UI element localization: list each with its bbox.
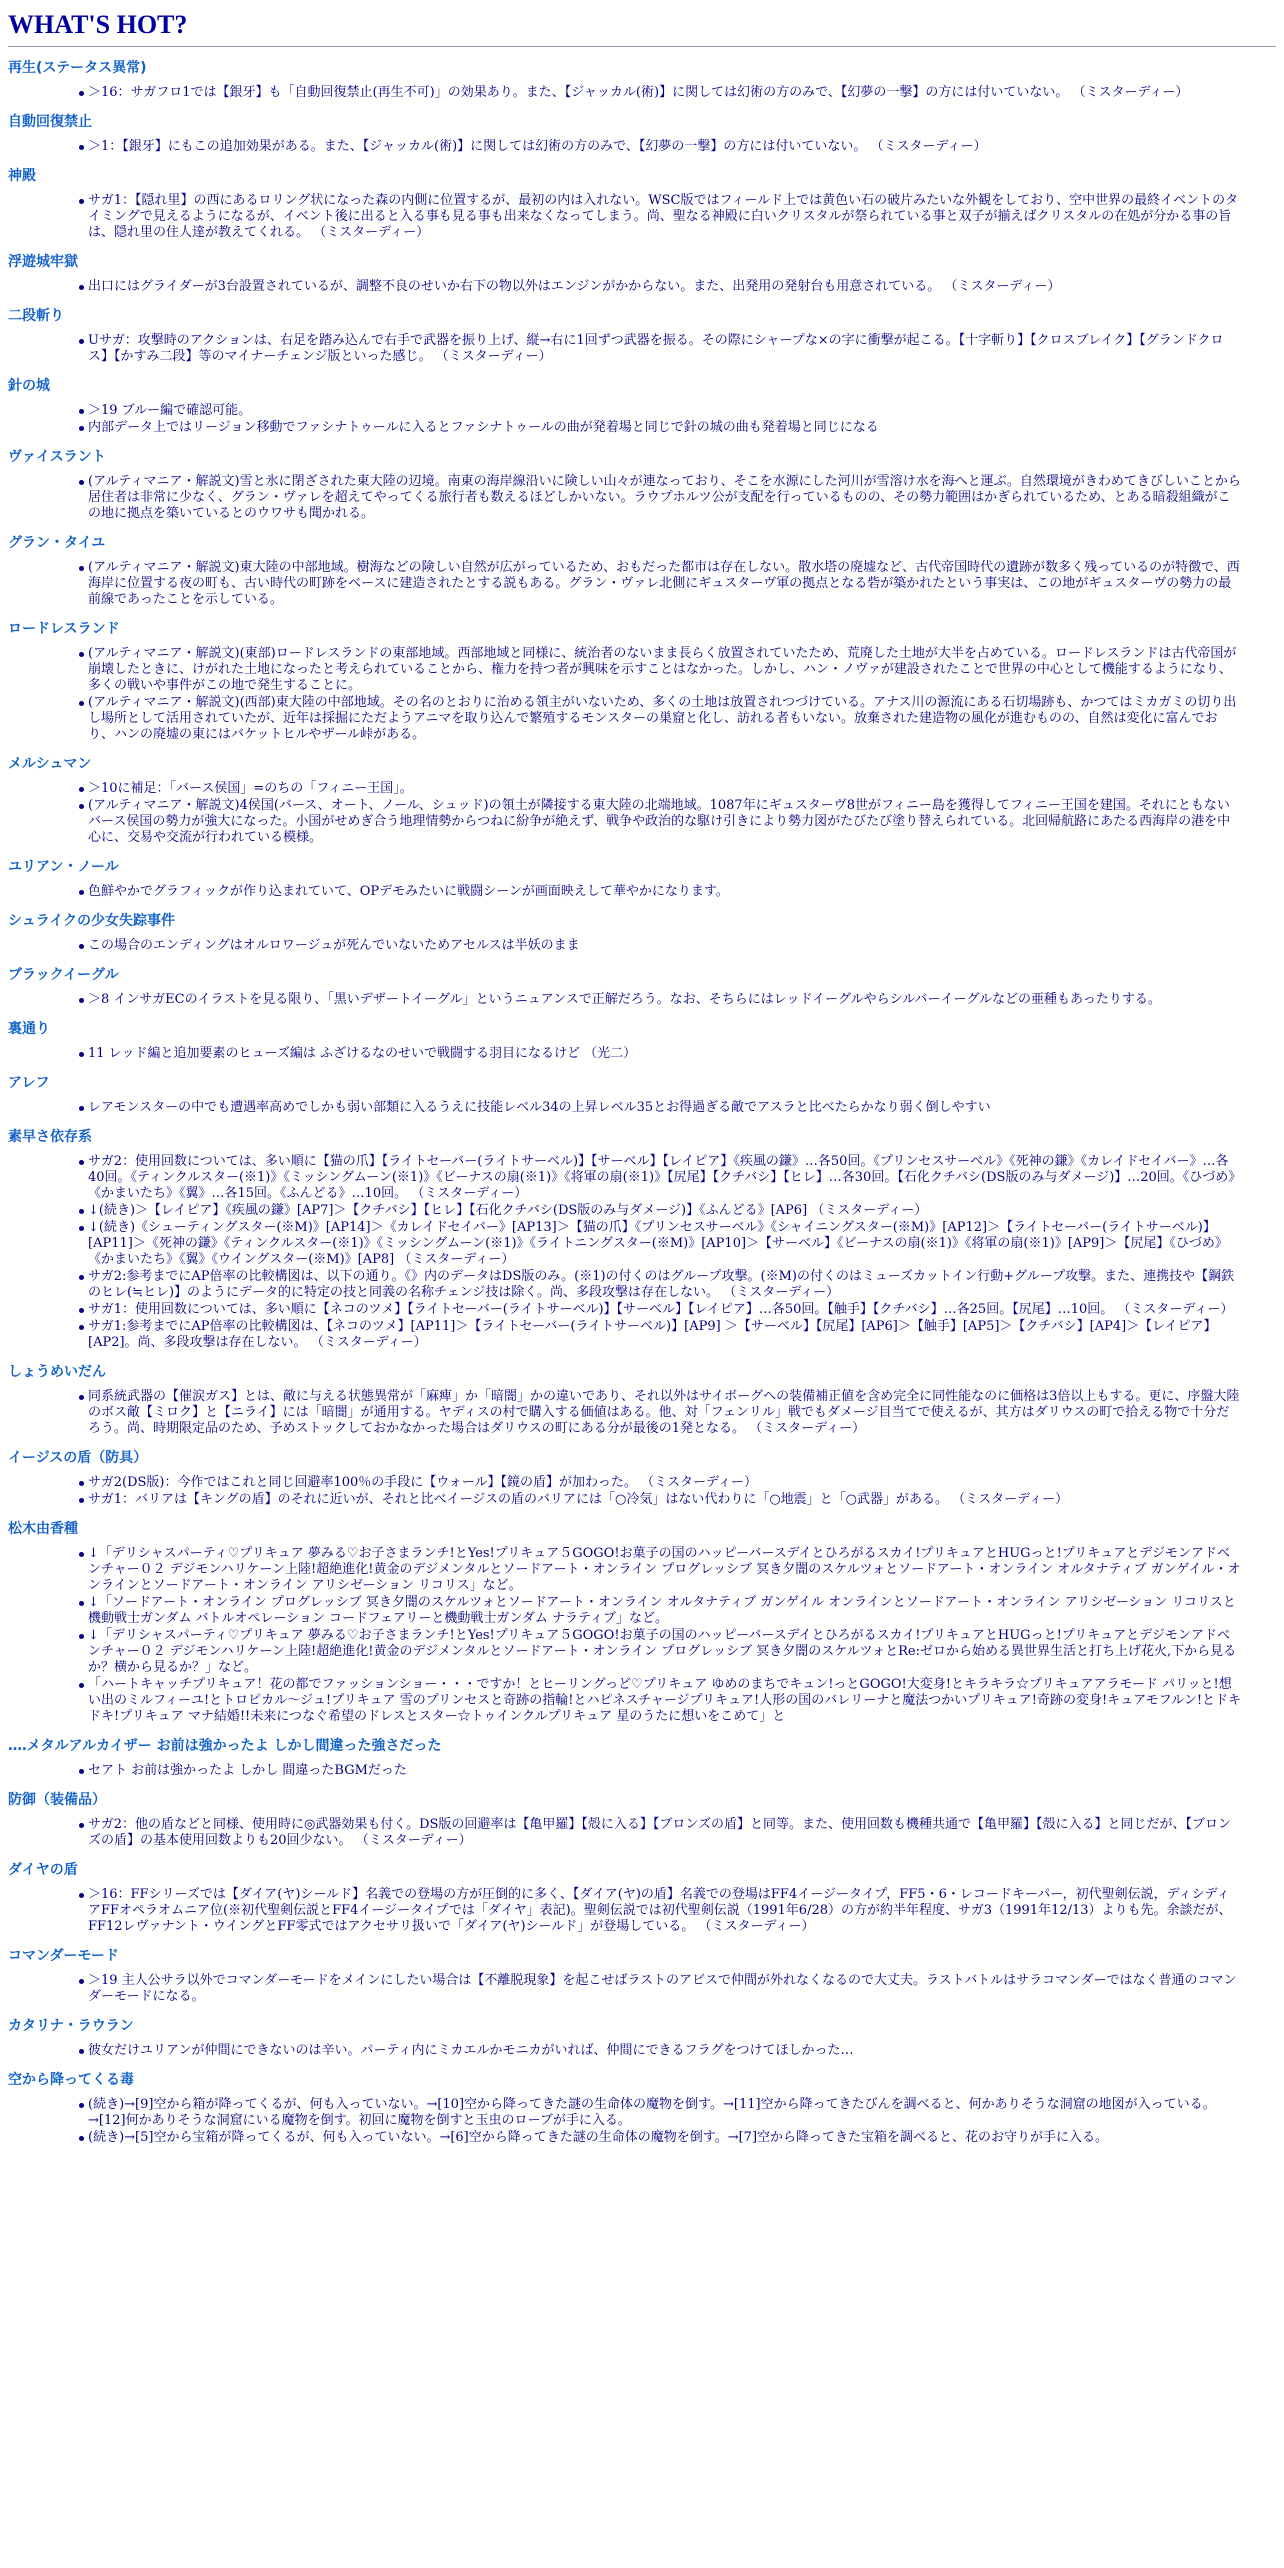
entry-text: ＞19 ブルー編で確認可能。: [88, 403, 252, 418]
entry-list: [8, 139, 1276, 155]
section-title-link[interactable]: ロードレスランド: [8, 621, 120, 637]
entry-text: 「ハートキャッチプリキュア！花の都でファッションショー・・・ですか！とヒーリングっど♡プリキュア ゆめのまちでキュン!っとGOGO!大変身!とキラキラ☆プリキュアアラモード パリッと!想い出のミルフィーユ!とトロピカル～ジュ!プリキュア 雪のプリンセスと奇跡の指輪!とハピネスチャージプリキュア!人形の国のバレリーナと魔法つかいプリキュア!奇跡の変身!キュアモフルン!とドキドキ!プリキュア マナ結婚!!未来につなぐ希望のドレスとスター☆トゥインクルプリキュア 星のうたに想いをこめて」と: [88, 1677, 1242, 1724]
entry-text: この場合のエンディングはオルロワージュが死んでいないためアセルスは半妖のまま: [88, 938, 580, 953]
entry-text: ↓(続き)《シューティングスター(※M)》[AP14]＞《カレイドセイバー》[AP13]＞【猫の爪】《プリンセスサーベル》《シャイニングスター(※M)》[AP12]＞【ライトセーバー(ライトサーベル)】[AP11]＞《死神の鎌》《ティンクルスター(※1)》《ミッシングムーン(※1)》《ライトニングスター(※M)》[AP10]＞【サーベル】《ビーナスの扇(※1)》《将軍の扇(※1)》[AP9]＞【尻尾】《ひづめ》《かまいたち》《翼》《ウイングスター(※M)》[AP8]: [88, 1220, 1228, 1267]
entry-text: ＞16：サガフロ1では【銀牙】も「自動回復禁止(再生不可)」の効果あり。また、【ジャッカル(術)】に関しては幻術の方のみで、【幻夢の一撃】の方には付いていない。: [88, 85, 1069, 100]
entry-text: サガ2：他の盾などと同様、使用時に◎武器効果も付く。DS版の回避率は【亀甲羅】【殻に入る】【ブロンズの盾】と同等。また、使用回数も機種共通で【亀甲羅】【殻に入る】と同じだが、【ブロンズの盾】の基本使用回数よりも20回少ない。: [88, 1817, 1232, 1848]
entry-list: [8, 279, 1276, 295]
section-title-link[interactable]: 神殿: [8, 168, 36, 184]
section-title-link[interactable]: 二段斬り: [8, 308, 64, 324]
entry-text: サガ1：バリアは【キングの盾】のそれに近いが、それと比べイージスの盾のバリアには「○冷気」はない代わりに「○地震」と「○武器」がある。: [88, 1492, 949, 1507]
entry-list: [8, 403, 1276, 436]
entry-author: （光二）: [584, 1046, 637, 1061]
entry-author: （ミスターディー）: [811, 1203, 928, 1218]
section: [8, 253, 1276, 295]
entry-text: レアモンスターの中でも遭遇率高めでしかも弱い部類に入るうえに技能レベル34の上昇レベル35とお得過ぎる敵でアスラと比べたらかなり弱く倒しやすい: [88, 1100, 991, 1115]
entry-list: [8, 2043, 1276, 2059]
entry-text: ↓(続き)＞【レイピア】《疾風の鎌》[AP7]＞【クチバシ】【ヒレ】【石化クチバシ(DS版のみ与ダメージ)】《ふんどる》[AP6]: [88, 1203, 808, 1218]
section: [8, 966, 1276, 1008]
section: [8, 1791, 1276, 1849]
section-title-link[interactable]: アレフ: [8, 1075, 50, 1091]
list-item: [8, 1154, 1276, 1202]
entry-author: （ミスターディー）: [870, 139, 987, 154]
entry-text: 11 レッド編と追加要素のヒューズ編は ふざけるなのせいで戦闘する羽目になるけど: [88, 1046, 581, 1061]
entry-list: [8, 85, 1276, 101]
list-item: [8, 333, 1276, 365]
section-title-link[interactable]: イージスの盾（防具）: [8, 1450, 148, 1466]
section-title-link[interactable]: 裏通り: [8, 1021, 50, 1037]
section-title-link[interactable]: ‥‥メタルアルカイザー お前は強かったよ しかし間違った強さだった: [8, 1738, 442, 1754]
entry-list: [8, 938, 1276, 954]
section-title-link[interactable]: メルシュマン: [8, 756, 92, 772]
section-title-link[interactable]: 自動回復禁止: [8, 114, 92, 130]
entry-text: (アルティマニア・解説文)東大陸の中部地域。樹海などの険しい自然が広がっているため、おもだった都市は存在しない。散水塔の廃墟など、古代帝国時代の遺跡が数多く残っているのが特徴で、西海岸に位置する夜の町も、古い時代の町跡をベースに建造されたとする説もある。グラン・ヴァレ北側にギュスターヴ軍の拠点となる砦が築かれたという事実は、この地がギュスターヴの勢力の最前線であったことを示している。: [88, 560, 1240, 607]
entry-text: (アルティマニア・解説文)(西部)東大陸の中部地域。その名のとおりに治める領主がいないため、多くの土地は放置されつづけている。アナス川の源流にある石切場跡も、かつてはミカガミの切り出し場所として活用されていたが、近年は採掘にただようアニマを取り込んで繁殖するモンスターの巣窟と化し、訪れる者もいない。放棄された建造物の風化が進むものの、自然は変化に富んでおり、ハンの廃墟の東にはバケットヒルやザール峠がある。: [88, 695, 1237, 742]
entry-author: （ミスターディー）: [1117, 1302, 1234, 1317]
list-item: [8, 403, 1276, 419]
entry-author: （ミスターディー）: [641, 1475, 757, 1490]
entry-list: [8, 333, 1276, 365]
section: [8, 755, 1276, 846]
entry-text: サガ2:参考までにAP倍率の比較構図は、以下の通り。《》内のデータはDS版のみ。(※1)の付くのはグループ攻撃。(※M)の付くのはミューズカットイン行動+グループ攻撃。また、連携技や【鋼鉄のヒレ(≒ヒレ)】のようにデータ的に特定の技と同義の名称チェンジ技は除く。尚、多段攻撃は存在しない。: [88, 1269, 1235, 1300]
entry-text: ↓「ソードアート・オンライン プログレッシブ 冥き夕闇のスケルツォとソードアート・オンライン オルタナティブ ガンゲイル オンラインとソードアート・オンライン アリシゼーション リコリスと機動戦士ガンダム バトルオペレーション コードフェアリーと機動戦士ガンダム ナラティブ」など。: [88, 1595, 1236, 1626]
list-item: [8, 2130, 1276, 2146]
list-item: [8, 798, 1276, 846]
list-item: [8, 1973, 1276, 2005]
entry-list: [8, 1475, 1276, 1508]
section-title-link[interactable]: シュライクの少女失踪事件: [8, 913, 176, 929]
section-title-link[interactable]: 防御（装備品）: [8, 1792, 106, 1808]
list-item: [8, 1100, 1276, 1116]
page-title: WHAT'S HOT?: [8, 10, 1276, 47]
entry-list: [8, 1973, 1276, 2005]
entry-author: （ミスターディー）: [313, 225, 430, 240]
entry-text: サガ2：使用回数については、多い順に【猫の爪】【ライトセーバー(ライトサーベル)】【サーベル】【レイピア】《疾風の鎌》…各50回。《プリンセスサーベル》《死神の鎌》《カレイドセイバー》…各40回。《ティンクルスター(※1)》《ミッシングムーン(※1)》《ビーナスの扇(※1)》《将軍の扇(※1)》【尻尾】【クチバシ】【ヒレ】…各30回。【石化クチバシ(DS版のみ与ダメージ)】…20回。《ひづめ》《かまいたち》《翼》…各15回。《ふんどる》…10回。: [88, 1154, 1242, 1201]
section: [8, 534, 1276, 608]
entry-text: サガ1：使用回数については、多い順に【ネコのツメ】【ライトセーバー(ライトサーベル)】【サーベル】【レイピア】…各50回。【触手】【クチバシ】…各25回。【尻尾】…10回。: [88, 1302, 1114, 1317]
list-item: [8, 695, 1276, 743]
entry-text: ＞8 インサガECのイラストを見る限り、「黒いデザートイーグル」というニュアンスで正解だろう。なお、そちらにはレッドイーグルやらシルバーイーグルなどの亜種もあったりする。: [88, 992, 1161, 1007]
list-item: [8, 1203, 1276, 1219]
entry-author: （ミスターディー）: [1072, 85, 1189, 100]
entry-list: [8, 781, 1276, 846]
entry-list: [8, 193, 1276, 241]
entry-text: セアト お前は強かったよ しかし 間違ったBGMだった: [88, 1763, 407, 1778]
section-title-link[interactable]: 空から降ってくる毒: [8, 2072, 134, 2088]
section: [8, 307, 1276, 365]
entry-author: （ミスターディー）: [723, 1285, 840, 1300]
entry-list: [8, 1154, 1276, 1351]
section: [8, 1520, 1276, 1725]
entry-text: サガ2(DS版)：今作ではこれと同じ回避率100％の手段に【ウォール】【鏡の盾】が加わった。: [88, 1475, 637, 1490]
section: [8, 1449, 1276, 1508]
list-item: [8, 1046, 1276, 1062]
entry-author: （ミスターディー）: [944, 279, 1061, 294]
list-item: [8, 1546, 1276, 1594]
list-item: [8, 1220, 1276, 1268]
section-title-link[interactable]: ヴァイスラント: [8, 449, 106, 465]
section: [8, 912, 1276, 954]
section-title-link[interactable]: コマンダーモード: [8, 1948, 119, 1964]
entry-text: (続き)→[9]空から箱が降ってくるが、何も入っていない。→[10]空から降ってきた謎の生命体の魔物を倒す。→[11]空から降ってきたびんを調べると、何かありそうな洞窟の地図が入っている。→[12]何かありそうな洞窟にいる魔物を倒す。初回に魔物を倒すと玉虫のローブが手に入る。: [88, 2097, 1216, 2128]
list-item: [8, 1475, 1276, 1491]
section-title-link[interactable]: ブラックイーグル: [8, 967, 119, 983]
list-item: [8, 474, 1276, 522]
list-item: [8, 2097, 1276, 2129]
sections-container: [8, 59, 1276, 2146]
entry-author: （ミスターディー）: [355, 1833, 472, 1848]
list-item: [8, 1319, 1276, 1351]
list-item: [8, 193, 1276, 241]
entry-author: （ミスターディー）: [435, 349, 552, 364]
section: [8, 59, 1276, 101]
entry-list: [8, 884, 1276, 900]
entry-list: [8, 1887, 1276, 1935]
list-item: [8, 1302, 1276, 1318]
entry-list: [8, 560, 1276, 608]
entry-text: 内部データ上ではリージョン移動でファシナトゥールに入るとファシナトゥールの曲が発着場と同じで針の城の曲も発着場と同じになる: [88, 420, 879, 435]
entry-text: ＞1：【銀牙】にもこの追加効果がある。また、【ジャッカル(術)】に関しては幻術の方のみで、【幻夢の一撃】の方には付いていない。: [88, 139, 867, 154]
section-title-link[interactable]: 浮遊城牢獄: [8, 254, 78, 270]
entry-list: [8, 1100, 1276, 1116]
entry-list: [8, 646, 1276, 743]
section: [8, 1861, 1276, 1935]
section: [8, 858, 1276, 900]
section-title-link[interactable]: ダイヤの盾: [8, 1862, 78, 1878]
section: [8, 2071, 1276, 2146]
entry-author: （ミスターディー）: [749, 1421, 866, 1436]
entry-list: [8, 1763, 1276, 1779]
entry-text: サガ1：【隠れ里】の西にあるロリング状になった森の内側に位置するが、最初の内は入れない。WSC版ではフィールド上では黄色い石の破片みたいな外観をしており、空中世界の最終イベントのタイミングで見えるようになるが、イベント後に出ると入る事も見る事も出来なくなってしまう。尚、聖なる神殿に白いクリスタルが祭られている事と双子が揃えばクリスタルの在処が分かる事の旨は、隠れ里の住人達が教えてくれる。: [88, 193, 1239, 240]
list-item: [8, 1887, 1276, 1935]
entry-list: [8, 992, 1276, 1008]
entry-text: ＞19 主人公サラ以外でコマンダーモードをメインにしたい場合は【不離脱現象】を起こせばラストのアビスで仲間が外れなくなるので大丈夫。ラストバトルはサラコマンダーではなく普通のコマンダーモードになる。: [88, 1973, 1237, 2004]
list-item: [8, 1763, 1276, 1779]
entry-text: ＞10に補足：「バース侯国」=のちの「フィニー王国」。: [88, 781, 413, 796]
section-title-link[interactable]: カタリナ・ラウラン: [8, 2018, 134, 2034]
section: [8, 1128, 1276, 1351]
list-item: [8, 1389, 1276, 1437]
section-title-link[interactable]: ユリアン・ノール: [8, 859, 119, 875]
entry-author: （ミスターディー）: [310, 1335, 427, 1350]
entry-author: （ミスターディー）: [952, 1492, 1069, 1507]
entry-text: 出口にはグライダーが3台設置されているが、調整不良のせいか右下の物以外はエンジンがかからない。また、出発用の発射台も用意されている。: [88, 279, 941, 294]
entry-text: (続き)→[5]空から宝箱が降ってくるが、何も入っていない。→[6]空から降ってきた謎の生命体の魔物を倒す。→[7]空から降ってきた宝箱を調べると、花のお守りが手に入る。: [88, 2130, 1109, 2145]
section: [8, 1363, 1276, 1437]
list-item: [8, 646, 1276, 694]
list-item: [8, 1677, 1276, 1725]
section: [8, 448, 1276, 522]
list-item: [8, 938, 1276, 954]
entry-text: ↓「デリシャスパーティ♡プリキュア 夢みる♡お子さまランチ!とYes!プリキュア５GOGO!お菓子の国のハッピーバースデイとひろがるスカイ!プリキュアとHUGっと!プリキュアとデジモンアドベンチャー０２ デジモンハリケーン上陸!超絶進化!黄金のデジメンタルとソードアート・オンライン プログレッシブ 冥き夕闇のスケルツォとソードアート・オンライン オルタナティブ ガンゲイル・オンラインとソードアート・オンライン アリシゼーション リコリス」など。: [88, 1546, 1241, 1593]
entry-author: （ミスターディー）: [698, 1919, 815, 1934]
entry-text: (アルティマニア・解説文)雪と氷に閉ざされた東大陸の辺境。南東の海岸線沿いに険しい山々が連なっており、そこを水源にした河川が雪溶け水を海へと運ぶ。自然環境がきわめてきびしいことから居住者は非常に少なく、グラン・ヴァレを超えてやってくる旅行者も数えるほどしかいない。ラウプホルツ公が支配を行っているものの、その勢力範囲はかぎられているため、とある暗殺組織がこの地に拠点を築いているとのウワサも聞かれる。: [88, 474, 1241, 521]
entry-list: [8, 1546, 1276, 1725]
entry-text: Uサガ：攻撃時のアクションは、右足を踏み込んで右手で武器を振り上げ、縦→右に1回ずつ武器を振る。その際にシャープな×の字に衝撃が起こる。【十字斬り】【クロスブレイク】【グランドクロス】【かすみ二段】等のマイナーチェンジ版といった感じ。: [88, 333, 1224, 364]
section-title-link[interactable]: しょうめいだん: [8, 1364, 106, 1380]
entry-text: 色鮮やかでグラフィックが作り込まれていて、OPデモみたいに戦闘シーンが画面映えして華やかになります。: [88, 884, 729, 899]
list-item: [8, 85, 1276, 101]
entry-list: [8, 1817, 1276, 1849]
list-item: [8, 139, 1276, 155]
section: [8, 1074, 1276, 1116]
section-title-link[interactable]: 再生(ステータス異常): [8, 60, 147, 76]
entry-list: [8, 1046, 1276, 1062]
section: [8, 1737, 1276, 1779]
entry-text: 同系統武器の【催涙ガス】とは、敵に与える状態異常が「麻痺」か「暗闇」かの違いであり、それ以外はサイボーグへの装備補正値を含め完全に同性能なのに価格は3倍以上もする。更に、序盤大陸のボス敵【ミロク】と【ニライ】には「暗闇」が通用する。ヤディスの村で購入する価値はある。他、対「フェンリル」戦でもダメージ目当てで使えるが、其方はダリウスの町で拾える物で十分だろう。尚、時期限定品のため、予めストックしておかなかった場合はダリウスの町にある分が最後の1発となる。: [88, 1389, 1240, 1436]
entry-text: 彼女だけユリアンが仲間にできないのは辛い。パーティ内にミカエルかモニカがいれば、仲間にできるフラグをつけてほしかった…: [88, 2043, 854, 2058]
entry-author: （ミスターディー）: [398, 1252, 515, 1267]
entry-list: [8, 474, 1276, 522]
list-item: [8, 781, 1276, 797]
section: [8, 1020, 1276, 1062]
section: [8, 167, 1276, 241]
list-item: [8, 560, 1276, 608]
section: [8, 377, 1276, 436]
section-title-link[interactable]: 松木由香種: [8, 1521, 78, 1537]
entry-list: [8, 2097, 1276, 2146]
entry-text: (アルティマニア・解説文)4侯国(バース、オート、ノール、シュッド)の領土が隣接する東大陸の北端地域。1087年にギュスターヴ8世がフィニー島を獲得してフィニー王国を建国。それにともないバース侯国の勢力が強大になった。小国がせめぎ合う地理情勢からつねに紛争が絶えず、戦争や政治的な駆け引きにより勢力図がたびたび塗り替えられている。北回帰航路にあたる西海岸の港を中心に、交易や交流が行われている模様。: [88, 798, 1231, 845]
list-item: [8, 2043, 1276, 2059]
section: [8, 1947, 1276, 2005]
entry-author: （ミスターディー）: [411, 1186, 528, 1201]
list-item: [8, 1595, 1276, 1627]
list-item: [8, 1628, 1276, 1676]
entry-text: ＞16：FFシリーズでは【ダイア(ヤ)シールド】名義での登場の方が圧倒的に多く、【ダイア(ヤ)の盾】名義での登場はFF4イージータイプ，FF5・6・レコードキーパー，初代聖剣伝説，ディシディアFFオペラオムニア位(※初代聖剣伝説とFF4イージータイプでは「ダイヤ」表記)。聖剣伝説では初代聖剣伝説（1991年6/28）の方が約半年程度、サガ3（1991年12/13）よりも先。余談だが、FF12レヴァナント・ウイングとFF零式ではアクセサリ扱いで「ダイア(ヤ)シールド」が登場している。: [88, 1887, 1232, 1934]
section: [8, 620, 1276, 743]
entry-text: サガ1:参考までにAP倍率の比較構図は、【ネコのツメ】[AP11]＞【ライトセーバー(ライトサーベル)】[AP9] ＞【サーベル】【尻尾】[AP6]＞【触手】[AP5]＞【クチバシ】[AP4]＞【レイピア】[AP2]。尚、多段攻撃は存在しない。: [88, 1319, 1217, 1350]
section-title-link[interactable]: グラン・タイユ: [8, 535, 106, 551]
list-item: [8, 1269, 1276, 1301]
list-item: [8, 1817, 1276, 1849]
list-item: [8, 884, 1276, 900]
section: [8, 113, 1276, 155]
entry-list: [8, 1389, 1276, 1437]
list-item: [8, 992, 1276, 1008]
list-item: [8, 1492, 1276, 1508]
list-item: [8, 420, 1276, 436]
section-title-link[interactable]: 素早さ依存系: [8, 1129, 92, 1145]
section: [8, 2017, 1276, 2059]
entry-text: (アルティマニア・解説文)(東部)ロードレスランドの東部地域。西部地域と同様に、統治者のないまま長らく放置されていたため、荒廃した土地が大半を占めている。ロードレスランドは古代帝国が崩壊したときに、けがれた土地になったと考えられていることから、権力を持つ者が興味を示すことはなかった。しかし、ハン・ノヴァが建設されたことで世界の中心として機能するようになり、多くの戦いや事件がこの地で発生することに。: [88, 646, 1237, 693]
section-title-link[interactable]: 針の城: [8, 378, 50, 394]
entry-text: ↓「デリシャスパーティ♡プリキュア 夢みる♡お子さまランチ!とYes!プリキュア５GOGO!お菓子の国のハッピーバースデイとひろがるスカイ!プリキュアとHUGっと!プリキュアとデジモンアドベンチャー０２ デジモンハリケーン上陸!超絶進化!黄金のデジメンタルとソードアート・オンライン プログレッシブ 冥き夕闇のスケルツォとRe:ゼロから始める異世界生活と打ち上げ花火,下から見るか？横から見るか？」など。: [88, 1628, 1237, 1675]
list-item: [8, 279, 1276, 295]
